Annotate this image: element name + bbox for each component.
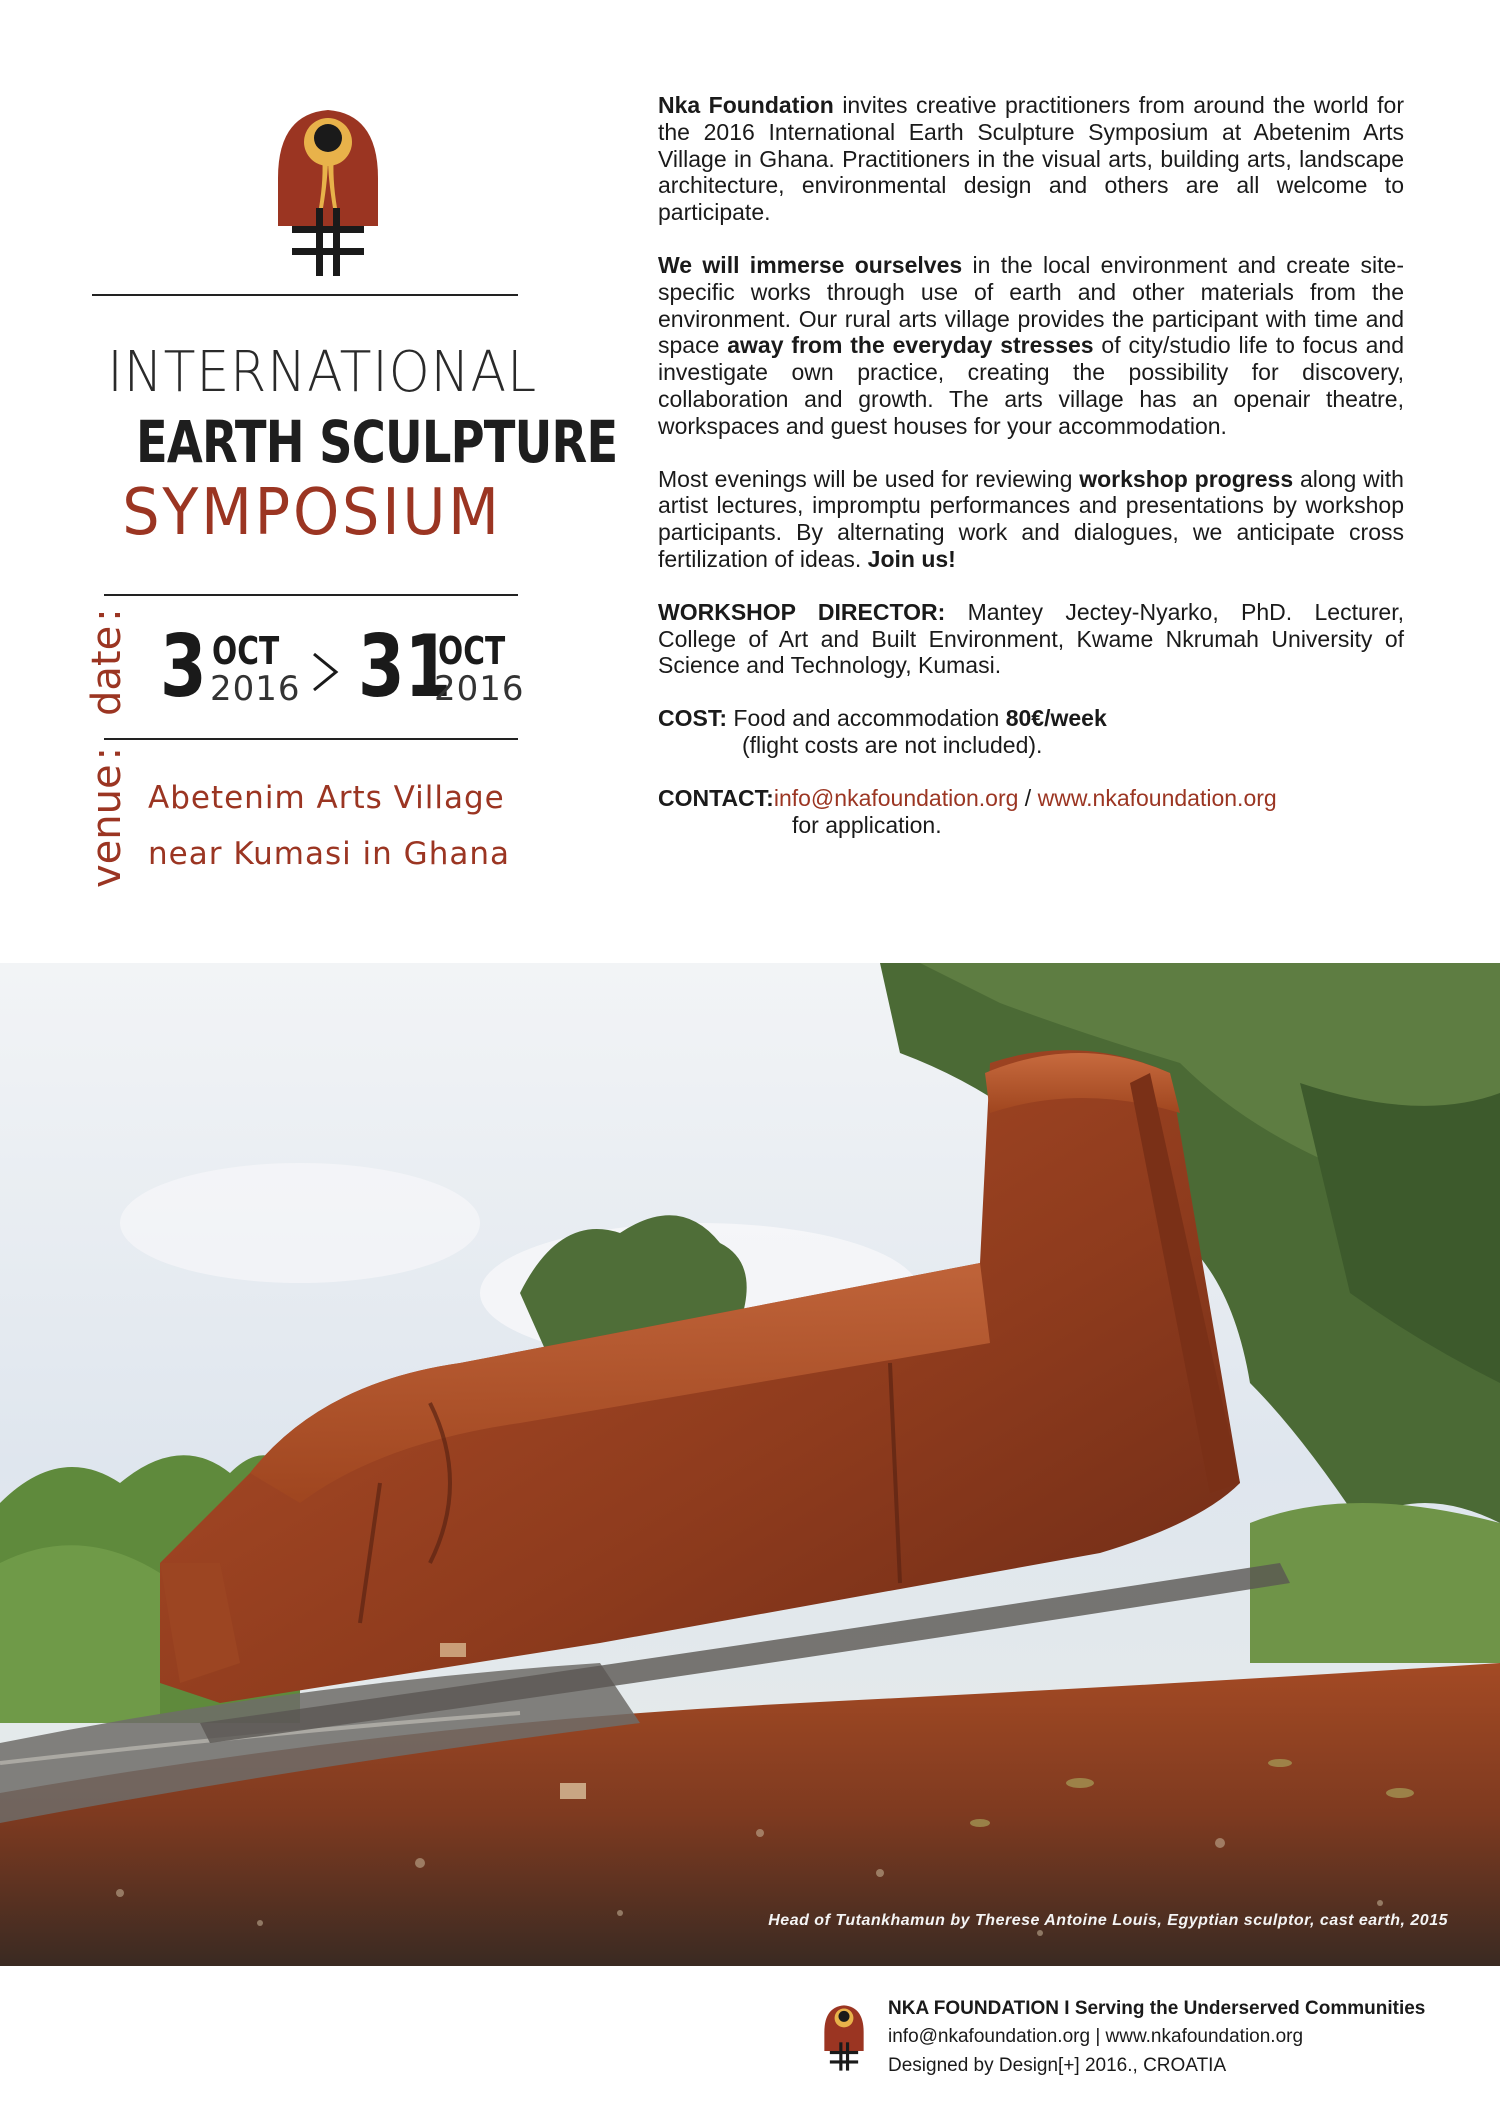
start-day: 3 — [160, 617, 207, 717]
evenings-paragraph: Most evenings will be used for reviewing workshop progress along with artist lectures, impromptu performances and presentations by workshop participants. By alternating work and dialogues, we anticipate cross fertilization of ideas. Join us! — [658, 465, 1404, 572]
footer-organization: NKA FOUNDATION I Serving the Underserved Communities — [888, 1998, 1426, 2019]
contact-paragraph: CONTACT:info@nkafoundation.org / www.nkafoundation.org for application. — [658, 784, 1277, 838]
end-month: OCT — [438, 629, 506, 673]
end-year: 2016 — [434, 669, 525, 709]
start-month: OCT — [212, 629, 280, 673]
sculpture-photo — [0, 963, 1500, 1966]
venue-line-2: near Kumasi in Ghana — [148, 836, 510, 872]
divider-top — [92, 294, 518, 296]
cost-paragraph: COST: Food and accommodation 80€/week (flight costs are not included). — [658, 705, 1107, 758]
body-text — [658, 92, 1404, 864]
chevron-right-icon — [310, 648, 340, 696]
intro-paragraph: Nka Foundation invites creative practitioners from around the world for the 2016 International Earth Sculpture Symposium at Abetenim Arts Village in Ghana. Practitioners in the visual arts, building arts, landscape architecture, environmental design and others are all welcome to participate. — [658, 92, 1404, 226]
venue-label: venue: — [84, 746, 130, 888]
end-day: 31 — [358, 617, 452, 717]
title-line-symposium: SYMPOSIUM — [122, 476, 502, 550]
title-line-earth-sculpture: EARTH SCULPTURE — [136, 408, 618, 476]
divider-bottom — [104, 738, 518, 740]
footer-logo-icon — [822, 2000, 866, 2076]
divider-middle — [104, 594, 518, 596]
start-year: 2016 — [210, 669, 301, 709]
date-label: date: — [84, 608, 130, 716]
photo-caption: Head of Tutankhamun by Therese Antoine Louis, Egyptian sculptor, cast earth, 2015 — [768, 1912, 1448, 1929]
contact-email-link[interactable]: info@nkafoundation.org — [773, 784, 1019, 811]
footer-contact: info@nkafoundation.org | www.nkafoundation.org — [888, 2026, 1304, 2047]
immerse-paragraph: We will immerse ourselves in the local environment and create site-specific works through use of earth and other materials from the environment. Our rural arts village provides the participant with time and space away from the everyday stresses of city/studio life to focus and investigate own practice, creating the possibility for discovery, collaboration and growth. The arts village has an openair theatre, workspaces and guest houses for your accommodation. — [658, 251, 1405, 439]
contact-web-link[interactable]: www.nkafoundation.org — [1037, 784, 1277, 811]
venue-line-1: Abetenim Arts Village — [148, 780, 505, 816]
footer-credit: Designed by Design[+] 2016., CROATIA — [888, 2055, 1227, 2076]
nka-foundation-logo-icon — [272, 108, 384, 278]
director-paragraph: WORKSHOP DIRECTOR: Mantey Jectey-Nyarko, PhD. Lecturer, College of Art and Built Environment, Kwame Nkrumah University of Science and Technology, Kumasi. — [658, 598, 1404, 679]
title-line-international: INTERNATIONAL — [107, 340, 538, 405]
